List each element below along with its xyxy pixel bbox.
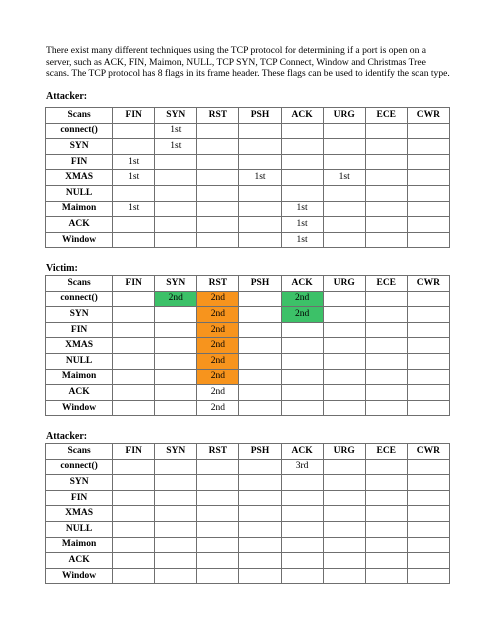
flag-cell xyxy=(113,291,155,307)
flag-cell xyxy=(197,139,239,155)
table-row xyxy=(46,553,450,569)
column-header-rst: RST xyxy=(197,108,239,124)
flag-cell: 2nd xyxy=(197,353,239,369)
column-header-syn: SYN xyxy=(155,444,197,460)
flag-cell: 1st xyxy=(155,139,197,155)
flag-cell xyxy=(113,232,155,248)
flag-cell xyxy=(113,459,155,475)
flag-cell xyxy=(155,170,197,186)
flag-cell xyxy=(113,139,155,155)
column-header-cwr: CWR xyxy=(407,276,449,292)
table-row xyxy=(46,490,450,506)
table-row xyxy=(46,123,450,139)
flag-cell xyxy=(113,490,155,506)
flag-cell xyxy=(239,154,281,170)
table-row xyxy=(46,400,450,416)
flag-cell xyxy=(239,338,281,354)
flag-cell xyxy=(113,475,155,491)
flag-cell xyxy=(239,490,281,506)
flag-cell xyxy=(113,185,155,201)
flag-cell xyxy=(365,537,407,553)
flag-cell xyxy=(407,385,449,401)
flag-cell xyxy=(323,217,365,233)
intro-paragraph: There exist many different techniques using the TCP protocol for determining if a port is open on a server, such as ACK, FIN, Maimon, NULL, TCP SYN, TCP Connect, Window and Christmas Tree scans. The TCP protocol has 8 flags in its frame header. These flags can be used to identify the scan type. xyxy=(46,45,450,80)
flag-cell xyxy=(155,338,197,354)
flag-cell: 2nd xyxy=(281,291,323,307)
victim-table xyxy=(45,275,450,416)
flag-cell xyxy=(365,490,407,506)
flag-cell xyxy=(239,322,281,338)
scan-name-cell: Maimon xyxy=(46,537,113,553)
flag-cell xyxy=(113,553,155,569)
flag-cell xyxy=(365,307,407,323)
flag-cell xyxy=(323,185,365,201)
flag-cell xyxy=(155,490,197,506)
flag-cell xyxy=(323,537,365,553)
flag-cell xyxy=(239,568,281,584)
flag-cell xyxy=(113,506,155,522)
flag-cell xyxy=(365,201,407,217)
flag-cell xyxy=(323,400,365,416)
flag-cell xyxy=(407,537,449,553)
flag-cell xyxy=(239,123,281,139)
flag-cell xyxy=(365,123,407,139)
flag-cell xyxy=(365,139,407,155)
scan-name-cell: Window xyxy=(46,232,113,248)
flag-cell xyxy=(239,400,281,416)
flag-cell xyxy=(407,185,449,201)
table-row xyxy=(46,232,450,248)
scan-name-cell: Maimon xyxy=(46,201,113,217)
table-row xyxy=(46,353,450,369)
column-header-ack: ACK xyxy=(281,276,323,292)
flag-cell xyxy=(365,232,407,248)
flag-cell xyxy=(323,353,365,369)
flag-cell xyxy=(239,307,281,323)
flag-cell: 1st xyxy=(323,170,365,186)
flag-cell xyxy=(323,553,365,569)
flag-cell xyxy=(323,232,365,248)
scan-name-cell: Maimon xyxy=(46,369,113,385)
flag-cell xyxy=(323,369,365,385)
flag-cell xyxy=(113,521,155,537)
table-row xyxy=(46,338,450,354)
flag-cell xyxy=(239,201,281,217)
flag-cell xyxy=(113,537,155,553)
flag-cell xyxy=(407,139,449,155)
flag-cell xyxy=(113,123,155,139)
flag-cell xyxy=(239,139,281,155)
scan-name-cell: NULL xyxy=(46,185,113,201)
flag-cell: 1st xyxy=(113,201,155,217)
flag-cell xyxy=(281,185,323,201)
table-row xyxy=(46,385,450,401)
column-header-fin: FIN xyxy=(113,108,155,124)
column-header-ece: ECE xyxy=(365,276,407,292)
section-label-attacker-1: Attacker: xyxy=(46,91,88,102)
flag-cell xyxy=(239,353,281,369)
table-row xyxy=(46,307,450,323)
flag-cell xyxy=(323,506,365,522)
flag-cell xyxy=(407,291,449,307)
column-header-ece: ECE xyxy=(365,444,407,460)
flag-cell xyxy=(197,521,239,537)
flag-cell xyxy=(113,338,155,354)
flag-cell xyxy=(365,459,407,475)
scan-name-cell: SYN xyxy=(46,139,113,155)
flag-cell xyxy=(239,537,281,553)
flag-cell xyxy=(323,385,365,401)
flag-cell xyxy=(113,568,155,584)
flag-cell xyxy=(155,154,197,170)
column-header-scans: Scans xyxy=(46,108,113,124)
column-header-psh: PSH xyxy=(239,444,281,460)
flag-cell xyxy=(365,506,407,522)
flag-cell xyxy=(365,154,407,170)
flag-cell xyxy=(197,123,239,139)
flag-cell xyxy=(407,553,449,569)
flag-cell xyxy=(281,506,323,522)
flag-cell: 2nd xyxy=(155,291,197,307)
flag-cell xyxy=(323,475,365,491)
flag-cell xyxy=(281,400,323,416)
table-row xyxy=(46,459,450,475)
scan-name-cell: ACK xyxy=(46,385,113,401)
scan-name-cell: connect() xyxy=(46,291,113,307)
scan-name-cell: XMAS xyxy=(46,506,113,522)
flag-cell xyxy=(281,553,323,569)
header-row xyxy=(46,444,450,460)
attacker-table-1 xyxy=(45,107,450,248)
section-label-attacker-2: Attacker: xyxy=(46,431,88,442)
flag-cell xyxy=(197,217,239,233)
scan-name-cell: Window xyxy=(46,400,113,416)
scan-name-cell: connect() xyxy=(46,123,113,139)
flag-cell xyxy=(407,568,449,584)
column-header-scans: Scans xyxy=(46,276,113,292)
flag-cell xyxy=(407,170,449,186)
flag-cell: 2nd xyxy=(197,322,239,338)
flag-cell xyxy=(281,338,323,354)
flag-cell: 2nd xyxy=(197,307,239,323)
flag-cell xyxy=(239,521,281,537)
column-header-rst: RST xyxy=(197,444,239,460)
column-header-ack: ACK xyxy=(281,444,323,460)
flag-cell xyxy=(365,568,407,584)
flag-cell xyxy=(155,353,197,369)
flag-cell: 1st xyxy=(281,232,323,248)
flag-cell xyxy=(197,506,239,522)
scan-name-cell: NULL xyxy=(46,353,113,369)
flag-cell xyxy=(323,291,365,307)
flag-cell xyxy=(323,322,365,338)
flag-cell xyxy=(365,521,407,537)
flag-cell xyxy=(197,568,239,584)
flag-cell xyxy=(365,291,407,307)
column-header-syn: SYN xyxy=(155,276,197,292)
scan-name-cell: connect() xyxy=(46,459,113,475)
header-row xyxy=(46,108,450,124)
flag-cell: 1st xyxy=(113,154,155,170)
flag-cell xyxy=(155,553,197,569)
column-header-psh: PSH xyxy=(239,276,281,292)
flag-cell: 3rd xyxy=(281,459,323,475)
scan-name-cell: NULL xyxy=(46,521,113,537)
table-row xyxy=(46,521,450,537)
flag-cell xyxy=(155,385,197,401)
scan-name-cell: ACK xyxy=(46,553,113,569)
flag-cell xyxy=(281,123,323,139)
flag-cell xyxy=(407,232,449,248)
scan-name-cell: ACK xyxy=(46,217,113,233)
flag-cell xyxy=(407,506,449,522)
flag-cell xyxy=(239,459,281,475)
flag-cell xyxy=(323,139,365,155)
flag-cell xyxy=(323,568,365,584)
flag-cell xyxy=(281,353,323,369)
flag-cell xyxy=(155,232,197,248)
flag-cell xyxy=(155,475,197,491)
flag-cell xyxy=(239,369,281,385)
flag-cell xyxy=(239,232,281,248)
table-row xyxy=(46,537,450,553)
table-row xyxy=(46,568,450,584)
flag-cell xyxy=(197,201,239,217)
flag-cell xyxy=(155,568,197,584)
flag-cell xyxy=(113,307,155,323)
flag-cell xyxy=(197,185,239,201)
flag-cell xyxy=(155,185,197,201)
scan-name-cell: FIN xyxy=(46,490,113,506)
table-row xyxy=(46,217,450,233)
flag-cell xyxy=(113,385,155,401)
section-label-victim: Victim: xyxy=(46,263,78,274)
column-header-ece: ECE xyxy=(365,108,407,124)
flag-cell xyxy=(281,521,323,537)
flag-cell xyxy=(365,170,407,186)
flag-cell xyxy=(155,459,197,475)
table-row xyxy=(46,201,450,217)
flag-cell xyxy=(281,385,323,401)
flag-cell xyxy=(323,338,365,354)
flag-cell xyxy=(197,490,239,506)
flag-cell xyxy=(365,385,407,401)
flag-cell xyxy=(281,490,323,506)
flag-cell xyxy=(365,322,407,338)
table-row xyxy=(46,475,450,491)
flag-cell xyxy=(239,185,281,201)
flag-cell xyxy=(239,553,281,569)
flag-cell xyxy=(155,217,197,233)
flag-cell xyxy=(155,369,197,385)
flag-cell xyxy=(407,307,449,323)
table-row xyxy=(46,170,450,186)
flag-cell xyxy=(365,185,407,201)
flag-cell xyxy=(155,506,197,522)
column-header-ack: ACK xyxy=(281,108,323,124)
flag-cell xyxy=(239,475,281,491)
table-row xyxy=(46,322,450,338)
scan-name-cell: XMAS xyxy=(46,338,113,354)
table-row xyxy=(46,154,450,170)
table-row xyxy=(46,506,450,522)
flag-cell xyxy=(281,154,323,170)
flag-cell xyxy=(155,400,197,416)
flag-cell: 2nd xyxy=(197,291,239,307)
table-row xyxy=(46,185,450,201)
flag-cell xyxy=(407,154,449,170)
column-header-rst: RST xyxy=(197,276,239,292)
column-header-psh: PSH xyxy=(239,108,281,124)
flag-cell xyxy=(407,217,449,233)
flag-cell xyxy=(365,475,407,491)
flag-cell: 2nd xyxy=(197,338,239,354)
flag-cell xyxy=(113,322,155,338)
flag-cell xyxy=(323,521,365,537)
flag-cell xyxy=(281,568,323,584)
flag-cell xyxy=(407,322,449,338)
scan-name-cell: Window xyxy=(46,568,113,584)
flag-cell: 1st xyxy=(113,170,155,186)
flag-cell xyxy=(155,537,197,553)
flag-cell xyxy=(407,353,449,369)
flag-cell xyxy=(407,490,449,506)
column-header-syn: SYN xyxy=(155,108,197,124)
flag-cell xyxy=(365,353,407,369)
flag-cell xyxy=(407,369,449,385)
table-row xyxy=(46,139,450,155)
flag-cell xyxy=(407,123,449,139)
flag-cell xyxy=(113,353,155,369)
flag-cell xyxy=(197,553,239,569)
flag-cell xyxy=(323,201,365,217)
flag-cell xyxy=(365,369,407,385)
flag-cell xyxy=(113,369,155,385)
flag-cell xyxy=(323,459,365,475)
flag-cell xyxy=(281,170,323,186)
flag-cell xyxy=(407,338,449,354)
flag-cell: 1st xyxy=(239,170,281,186)
flag-cell: 2nd xyxy=(197,369,239,385)
flag-cell xyxy=(323,490,365,506)
flag-cell xyxy=(407,400,449,416)
table-row xyxy=(46,369,450,385)
column-header-scans: Scans xyxy=(46,444,113,460)
scan-name-cell: SYN xyxy=(46,307,113,323)
flag-cell xyxy=(155,307,197,323)
flag-cell xyxy=(365,217,407,233)
flag-cell xyxy=(323,307,365,323)
flag-cell xyxy=(407,459,449,475)
flag-cell: 2nd xyxy=(197,400,239,416)
flag-cell xyxy=(365,400,407,416)
flag-cell xyxy=(113,400,155,416)
flag-cell xyxy=(281,537,323,553)
flag-cell xyxy=(113,217,155,233)
flag-cell xyxy=(281,475,323,491)
flag-cell xyxy=(365,553,407,569)
flag-cell xyxy=(155,521,197,537)
column-header-fin: FIN xyxy=(113,444,155,460)
flag-cell xyxy=(323,123,365,139)
flag-cell xyxy=(197,232,239,248)
header-row xyxy=(46,276,450,292)
flag-cell xyxy=(239,506,281,522)
flag-cell xyxy=(281,322,323,338)
flag-cell xyxy=(407,521,449,537)
flag-cell xyxy=(155,201,197,217)
flag-cell xyxy=(407,475,449,491)
scan-name-cell: FIN xyxy=(46,322,113,338)
flag-cell: 1st xyxy=(281,217,323,233)
flag-cell xyxy=(239,385,281,401)
flag-cell: 1st xyxy=(281,201,323,217)
column-header-cwr: CWR xyxy=(407,108,449,124)
flag-cell xyxy=(281,369,323,385)
flag-cell: 2nd xyxy=(281,307,323,323)
scan-name-cell: FIN xyxy=(46,154,113,170)
flag-cell xyxy=(365,338,407,354)
flag-cell xyxy=(197,475,239,491)
column-header-urg: URG xyxy=(323,444,365,460)
attacker-table-2 xyxy=(45,443,450,584)
flag-cell xyxy=(239,217,281,233)
flag-cell xyxy=(197,170,239,186)
flag-cell xyxy=(323,154,365,170)
flag-cell xyxy=(155,322,197,338)
flag-cell xyxy=(197,459,239,475)
flag-cell xyxy=(281,139,323,155)
column-header-cwr: CWR xyxy=(407,444,449,460)
scan-name-cell: XMAS xyxy=(46,170,113,186)
flag-cell xyxy=(239,291,281,307)
flag-cell: 1st xyxy=(155,123,197,139)
table-row xyxy=(46,291,450,307)
flag-cell xyxy=(197,154,239,170)
flag-cell: 2nd xyxy=(197,385,239,401)
column-header-urg: URG xyxy=(323,276,365,292)
flag-cell xyxy=(197,537,239,553)
scan-name-cell: SYN xyxy=(46,475,113,491)
column-header-urg: URG xyxy=(323,108,365,124)
flag-cell xyxy=(407,201,449,217)
column-header-fin: FIN xyxy=(113,276,155,292)
